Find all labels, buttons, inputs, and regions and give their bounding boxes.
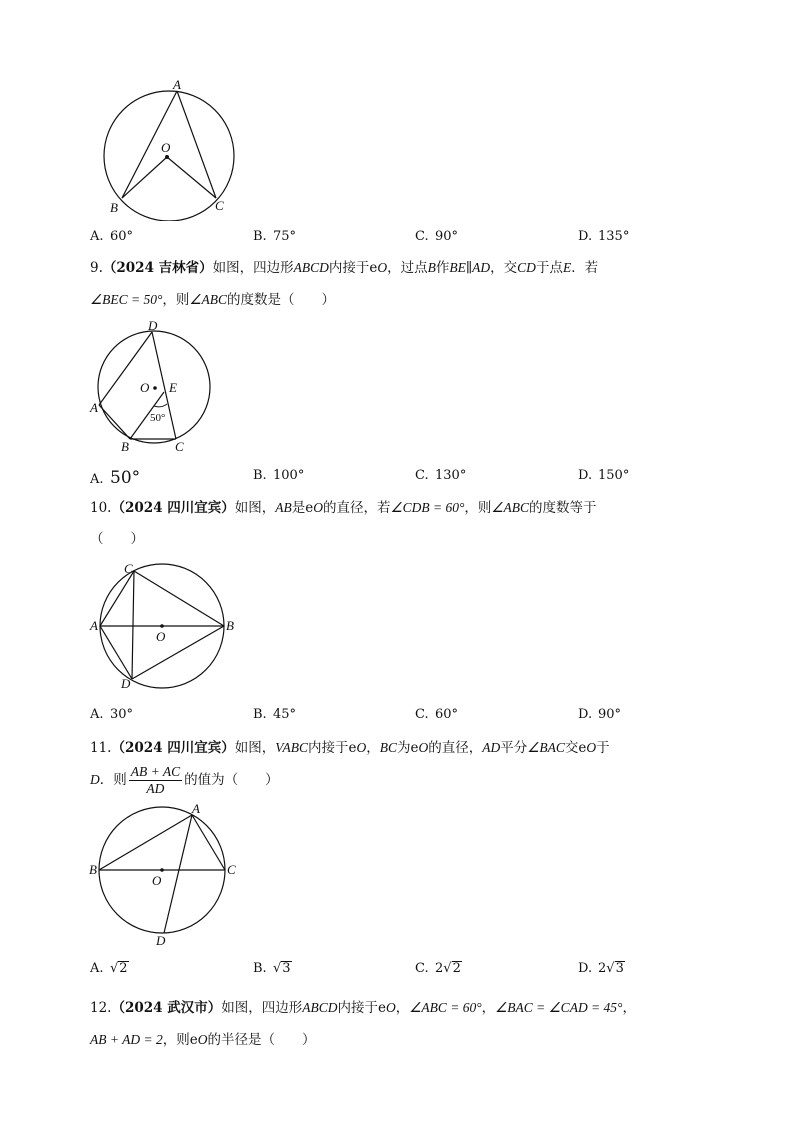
question-11: 11.（2024 四川宜宾）如图，VABC内接于eO，BC为eO的直径，AD平分∠BAC交eO于 D．则 $\frac{AB + AC}{AD}$ 的值为（ ） [90,740,610,796]
center-point [153,386,157,390]
question-source: （2024 武汉市） [111,1000,222,1016]
label-c: C [175,439,184,454]
q11-option-d: D. 2√3 [578,961,624,976]
q9-option-b: B. 100° [253,468,305,483]
figure-q8 [95,76,245,221]
segment-ab [99,405,130,439]
label-d: D [156,933,166,948]
q10-option-c: C. 60° [415,707,459,722]
label-o: O [152,873,162,888]
center-point [165,155,169,159]
q9-option-d: D. 150° [578,468,630,483]
label-a: A [173,77,181,92]
label-d: D [148,318,158,333]
segment-ob [122,157,167,198]
segment-db [132,626,224,679]
label-b: B [89,862,97,877]
label-b: B [226,618,234,633]
segment-ca [100,571,134,626]
q9-option-c: C. 130° [415,468,467,483]
label-o: O [140,380,150,395]
figure-q9 [88,318,218,458]
label-o: O [161,140,171,155]
angle-label: 50° [150,412,166,424]
q8-option-b: B. 75° [253,229,297,244]
segment-ac [192,815,225,870]
angle-arc [154,404,167,407]
segment-cb [134,571,224,626]
label-a: A [192,801,200,816]
segment-cd [132,571,134,679]
label-a: A [90,400,98,415]
q11-option-b: B. √3 [253,961,291,976]
question-source: （2024 吉林省） [102,260,213,276]
q8-option-a: A. 60° [90,229,134,244]
center-point [160,624,164,628]
label-c: C [227,862,236,877]
label-c: C [215,198,224,213]
segment-da [100,626,132,679]
segment-ad [164,815,192,933]
label-e: E [169,380,177,395]
question-10: 10.（2024 四川宜宾）如图，AB是eO的直径，若∠CDB = 60°，则∠ABC的度数等于 （ ） [90,500,597,547]
segment-ab [99,815,192,870]
fraction: $\frac{AB + AC}{AD}$ [130,764,181,796]
q9-option-a: A. 50° [90,468,141,488]
label-b: B [110,200,118,215]
label-o: O [156,629,166,644]
center-point [160,868,164,872]
label-d: D [121,676,131,691]
label-b: B [121,439,129,454]
label-c: C [124,561,133,576]
q11-option-c: C. 2√2 [415,961,461,976]
q8-option-d: D. 135° [578,229,630,244]
figure-q11 [88,800,238,950]
question-9: 9.（2024 吉林省）如图，四边形ABCD内接于eO，过点B作BE∥AD，交CD于点E．若 ∠BEC = 50°，则∠ABC的度数是（ ） [90,260,599,308]
label-a: A [90,618,98,633]
q10-option-b: B. 45° [253,707,297,722]
q11-option-a: A. √2 [90,961,128,976]
figure-q10 [88,558,238,693]
q10-option-d: D. 90° [578,707,622,722]
question-source: （2024 四川宜宾） [111,500,235,516]
question-12: 12.（2024 武汉市）如图，四边形ABCD内接于eO，∠ABC = 60°，∠BAC = ∠CAD = 45°， AB + AD = 2，则eO的半径是（ ） [90,1000,636,1048]
q10-option-a: A. 30° [90,707,134,722]
q8-option-c: C. 90° [415,229,459,244]
question-source: （2024 四川宜宾） [111,740,235,756]
